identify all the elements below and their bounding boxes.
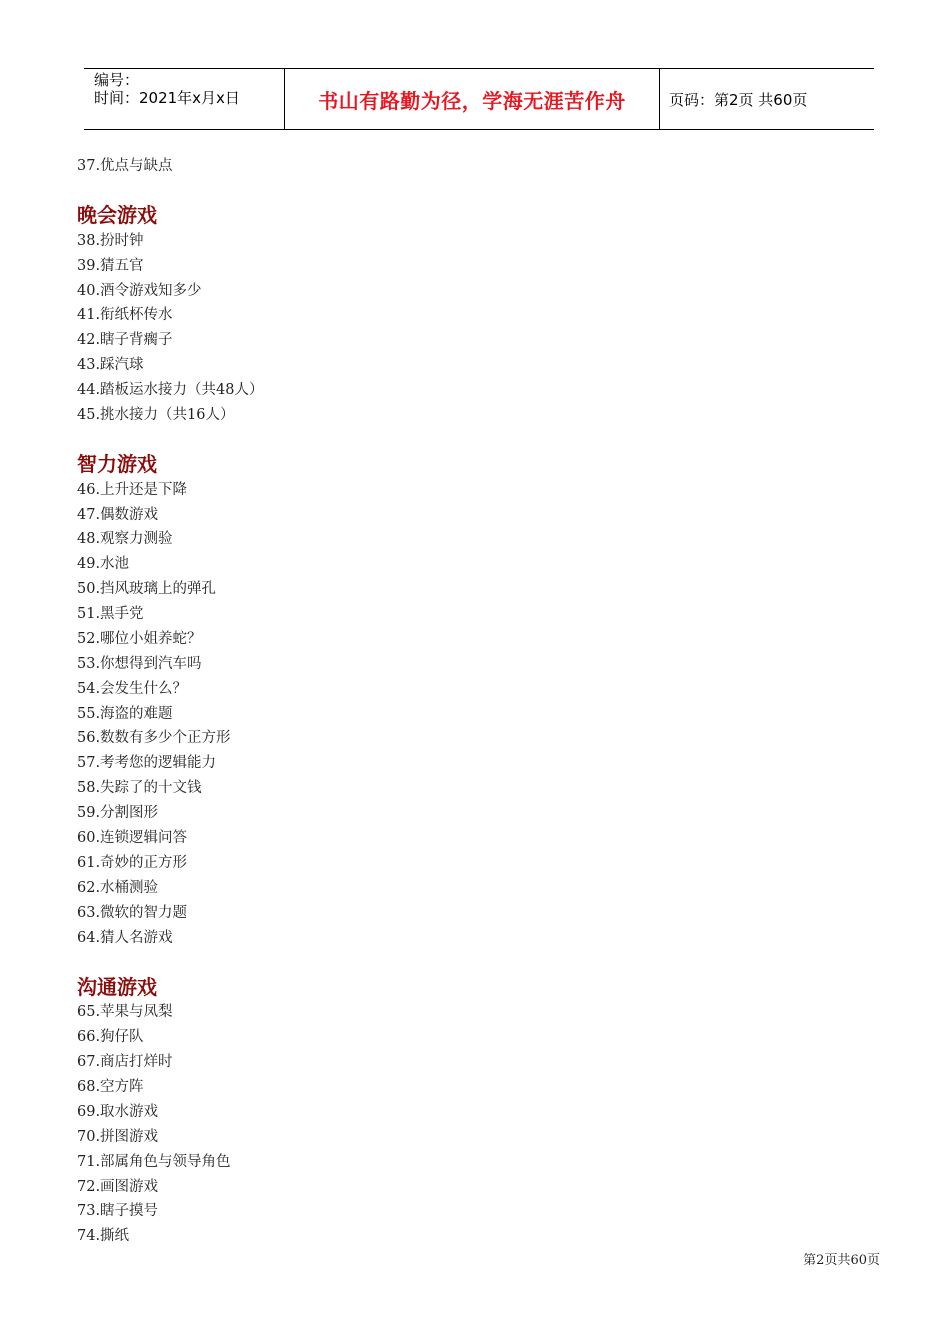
page-footer: 第2页共60页 [803, 1253, 880, 1268]
list-item: 72.画图游戏 [77, 1179, 159, 1195]
list-item: 49.水池 [77, 556, 130, 572]
list-item: 62.水桶测验 [77, 880, 159, 896]
header-meta-cell [84, 69, 284, 129]
list-item: 45.挑水接力（共16人） [77, 407, 235, 423]
list-item: 66.狗仔队 [77, 1029, 144, 1045]
list-item: 63.微软的智力题 [77, 905, 188, 921]
list-item: 71.部属角色与领导角色 [77, 1154, 231, 1170]
list-item: 43.踩汽球 [77, 357, 144, 373]
list-item: 48.观察力测验 [77, 531, 173, 547]
list-item: 65.苹果与凤梨 [77, 1004, 173, 1020]
list-item: 56.数数有多少个正方形 [77, 730, 231, 746]
list-item: 54.会发生什么？ [77, 681, 188, 697]
list-item: 59.分割图形 [77, 805, 159, 821]
list-item: 57.考考您的逻辑能力 [77, 755, 217, 771]
section-title-party-games: 晚会游戏 [77, 203, 157, 227]
list-item: 55.海盗的难题 [77, 706, 173, 722]
document-header [84, 68, 874, 130]
list-item: 39.猜五官 [77, 258, 144, 274]
list-item: 40.酒令游戏知多少 [77, 283, 202, 299]
list-item: 73.瞎子摸号 [77, 1203, 159, 1219]
list-item: 46.上升还是下降 [77, 482, 188, 498]
header-motto: 书山有路勤为径，学海无涯苦作舟 [318, 89, 626, 113]
list-item: 64.猜人名游戏 [77, 930, 173, 946]
list-item: 58.失踪了的十文钱 [77, 780, 202, 796]
list-item: 67.商店打烊时 [77, 1054, 173, 1070]
list-item: 52.哪位小姐养蛇？ [77, 631, 202, 647]
header-page-cell [659, 69, 874, 129]
document-number-label: 编号： [94, 71, 140, 89]
list-item: 50.挡风玻璃上的弹孔 [77, 581, 217, 597]
list-item: 61.奇妙的正方形 [77, 855, 188, 871]
section-title-communication-games: 沟通游戏 [77, 975, 157, 999]
list-item: 53.你想得到汽车吗 [77, 656, 202, 672]
list-item: 70.拼图游戏 [77, 1129, 159, 1145]
list-item: 74.撕纸 [77, 1228, 130, 1244]
list-item: 38.扮时钟 [77, 233, 144, 249]
list-item: 37.优点与缺点 [77, 158, 173, 174]
list-item: 41.衔纸杯传水 [77, 307, 173, 323]
list-item: 51.黑手党 [77, 606, 144, 622]
header-page-number: 页码：第2页 共60页 [669, 91, 808, 109]
list-item: 69.取水游戏 [77, 1104, 159, 1120]
list-item: 60.连锁逻辑问答 [77, 830, 188, 846]
header-motto-cell [284, 69, 660, 129]
list-item: 42.瞎子背瘸子 [77, 332, 173, 348]
list-item: 68.空方阵 [77, 1079, 144, 1095]
list-item: 47.偶数游戏 [77, 507, 159, 523]
section-title-puzzle-games: 智力游戏 [77, 452, 157, 476]
list-item: 44.踏板运水接力（共48人） [77, 382, 264, 398]
document-date-label: 时间：2021年x月x日 [94, 89, 240, 107]
